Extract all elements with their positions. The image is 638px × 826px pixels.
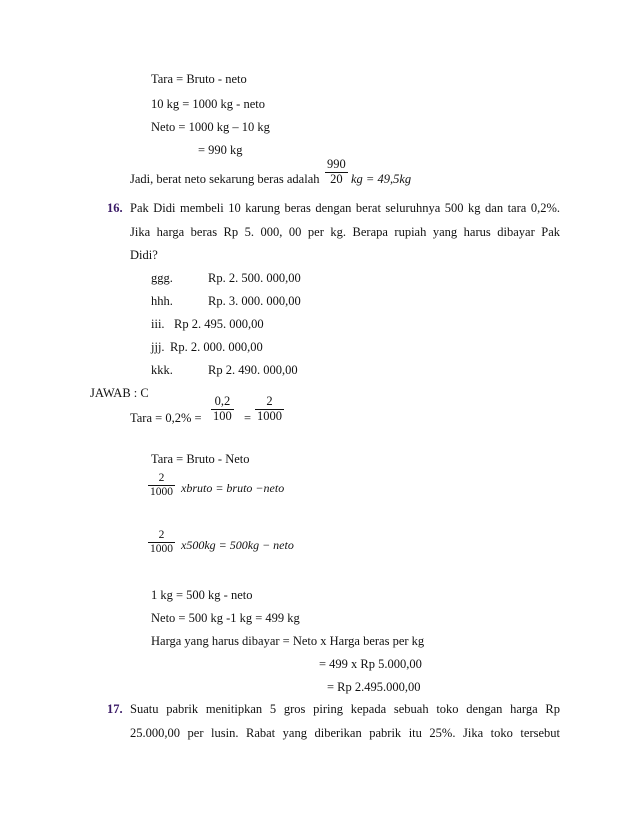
fraction-numerator: 0,2: [214, 394, 231, 408]
option-text: Rp 2. 490. 000,00: [208, 363, 298, 377]
option-label: jjj.: [151, 340, 165, 354]
fraction-denominator: 20: [325, 172, 348, 187]
fraction-denominator: 1000: [150, 485, 173, 498]
question-17-line-2: 25.000,00 per lusin. Rabat yang diberikan pabrik itu 25%. Jika toko tersebut: [130, 726, 560, 740]
neto-result: = 990 kg: [198, 143, 243, 157]
conclusion-result: kg = 49,5kg: [351, 172, 412, 186]
equation-bruto: xbruto = bruto −neto: [181, 481, 285, 495]
option-label: ggg.: [151, 271, 173, 285]
option-label: iii.: [151, 317, 165, 331]
question-16-line-1: Pak Didi membeli 10 karung beras dengan berat seluruhnya 500 kg dan tara 0,2%.: [130, 201, 560, 215]
answer-key: JAWAB : C: [90, 386, 149, 400]
option-label: kkk.: [151, 363, 173, 377]
final-answer: = Rp 2.495.000,00: [327, 680, 421, 694]
fraction-numerator: 2: [158, 529, 165, 541]
fraction-numerator: 990: [327, 157, 346, 171]
equation-500kg: x500kg = 500kg − neto: [181, 538, 294, 552]
equals-sign: =: [244, 411, 252, 425]
equation-line: 10 kg = 1000 kg - neto: [151, 97, 265, 111]
fraction-denominator: 1000: [150, 542, 173, 555]
solution-step: = 499 x Rp 5.000,00: [319, 657, 422, 671]
fraction-denominator: 100: [213, 408, 232, 423]
solution-step: 1 kg = 500 kg - neto: [151, 588, 253, 602]
question-16-line-3: Didi?: [130, 248, 158, 262]
fraction-0-2-over-100: [211, 395, 234, 424]
question-16-line-2: Jika harga beras Rp 5. 000, 00 per kg. Berapa rupiah yang harus dibayar Pak: [130, 225, 560, 239]
tara-bruto-line: Tara = Bruto - Neto: [151, 452, 250, 466]
tara-percent-line: Tara = 0,2% =: [130, 411, 202, 425]
fraction-numerator: 2: [266, 394, 273, 408]
solution-step: Harga yang harus dibayar = Neto x Harga beras per kg: [151, 634, 425, 648]
option-text: Rp. 2. 500. 000,00: [208, 271, 301, 285]
solution-step: Neto = 500 kg -1 kg = 499 kg: [151, 611, 300, 625]
option-label: hhh.: [151, 294, 173, 308]
fraction-numerator: 2: [158, 472, 165, 484]
question-number-16: 16.: [107, 201, 123, 215]
option-text: Rp. 3. 000. 000,00: [208, 294, 301, 308]
fraction-2-over-1000: [148, 472, 175, 498]
neto-line: Neto = 1000 kg – 10 kg: [151, 120, 270, 134]
fraction-990-20: [325, 158, 348, 187]
option-text: Rp 2. 495. 000,00: [174, 317, 264, 331]
option-text: Rp. 2. 000. 000,00: [170, 340, 263, 354]
conclusion-text: Jadi, berat neto sekarung beras adalah: [130, 172, 320, 186]
question-17-line-1: Suatu pabrik menitipkan 5 gros piring kepada sebuah toko dengan harga Rp: [130, 702, 560, 716]
tara-line: Tara = Bruto - neto: [151, 72, 247, 86]
fraction-2-over-1000: [148, 529, 175, 555]
question-number-17: 17.: [107, 702, 123, 716]
fraction-denominator: 1000: [257, 408, 282, 423]
fraction-2-over-1000: [255, 395, 284, 424]
